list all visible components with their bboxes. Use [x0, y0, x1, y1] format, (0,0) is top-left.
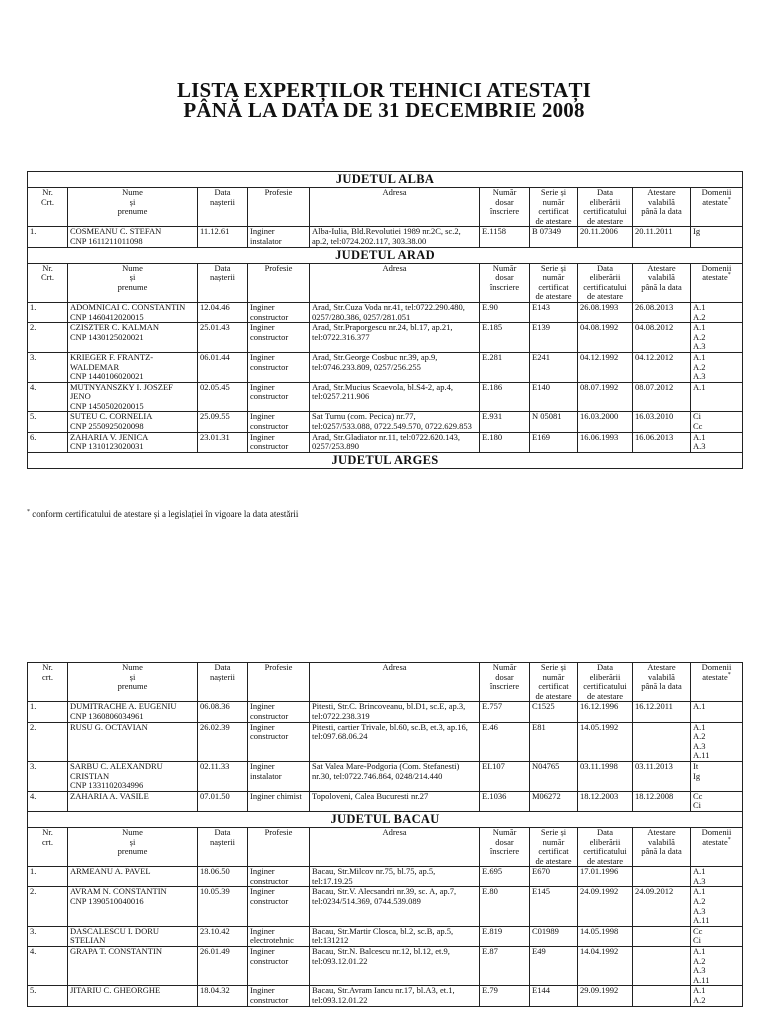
cell-nr-crt: 4.	[28, 382, 68, 412]
cell-profesie: Inginer constructor	[248, 352, 310, 382]
table-row	[28, 323, 743, 353]
cell-valabila-pana: 16.06.2013	[633, 432, 691, 452]
cell-domenii: A.1 A.2	[691, 302, 743, 322]
column-header-numar-dosar: Număr dosar înscriere	[480, 663, 530, 702]
cell-nume: SARBU C. ALEXANDRU CRISTIAN CNP 1331102034996	[68, 761, 198, 791]
column-header-profesie: Profesie	[248, 263, 310, 302]
cell-data-nasterii: 25.01.43	[198, 323, 248, 353]
cell-data-nasterii: 18.04.32	[198, 986, 248, 1006]
cell-nume: KRIEGER F. FRANTZ-WALDEMAR CNP 1440106020021	[68, 352, 198, 382]
cell-data-nasterii: 07.01.50	[198, 791, 248, 811]
cell-domenii: A.1 A.2	[691, 986, 743, 1006]
column-header-nr-crt: Nr. Crt.	[28, 263, 68, 302]
cell-data-nasterii: 10.05.39	[198, 887, 248, 926]
cell-numar-dosar: E.185	[480, 323, 530, 353]
experts-table-page1	[27, 171, 743, 469]
cell-domenii: A.1	[691, 702, 743, 722]
cell-adresa: Arad, Str.Mucius Scaevola, bl.S4-2, ap.4, tel:0257.211.906	[310, 382, 480, 412]
cell-nr-crt: 2.	[28, 887, 68, 926]
county-header-row	[28, 811, 743, 827]
column-header-data-nasterii: Data nașterii	[198, 188, 248, 227]
cell-serie-certificat: C01989	[530, 926, 578, 946]
cell-serie-certificat: C1525	[530, 702, 578, 722]
cell-serie-certificat: N 05081	[530, 412, 578, 432]
cell-nume: ARMEANU A. PAVEL	[68, 867, 198, 887]
cell-data-nasterii: 02.05.45	[198, 382, 248, 412]
column-header-row	[28, 188, 743, 227]
cell-profesie: Inginer constructor	[248, 412, 310, 432]
column-header-data-nasterii: Data nașterii	[198, 827, 248, 866]
column-header-serie-certificat: Serie și număr certificat de atestare	[530, 188, 578, 227]
cell-profesie: Inginer constructor	[248, 382, 310, 412]
cell-domenii: A.1 A.2 A.3 A.11	[691, 722, 743, 761]
table-row	[28, 986, 743, 1006]
cell-nr-crt: 6.	[28, 432, 68, 452]
cell-domenii: A.1 A.2 A.3	[691, 352, 743, 382]
cell-nume: CZISZTER C. KALMAN CNP 1430125020021	[68, 323, 198, 353]
county-name: JUDETUL ALBA	[28, 172, 743, 188]
cell-data-nasterii: 12.04.46	[198, 302, 248, 322]
cell-adresa: Pitesti, cartier Trivale, bl.60, sc.B, et.3, ap.16, tel:097.68.06.24	[310, 722, 480, 761]
column-header-row	[28, 827, 743, 866]
column-header-data-eliberarii: Data eliberării certificatului de atestare	[578, 188, 633, 227]
cell-serie-certificat: B 07349	[530, 227, 578, 247]
cell-nr-crt: 4.	[28, 947, 68, 986]
cell-data-nasterii: 23.10.42	[198, 926, 248, 946]
cell-nume: ADOMNICAI C. CONSTANTIN CNP 1460412020015	[68, 302, 198, 322]
cell-data-eliberarii: 26.08.1993	[578, 302, 633, 322]
column-header-row	[28, 263, 743, 302]
cell-profesie: Inginer electrotehnic	[248, 926, 310, 946]
cell-adresa: Arad, Str.George Cosbuc nr.39, ap.9, tel:0746.233.809, 0257/256.255	[310, 352, 480, 382]
column-header-serie-certificat: Serie și număr certificat de atestare	[530, 827, 578, 866]
cell-data-nasterii: 26.02.39	[198, 722, 248, 761]
experts-table-page2	[27, 662, 743, 1007]
column-header-numar-dosar: Număr dosar înscriere	[480, 263, 530, 302]
cell-data-nasterii: 26.01.49	[198, 947, 248, 986]
county-header-row	[28, 247, 743, 263]
cell-adresa: Sat Valea Mare-Podgoria (Com. Stefanesti) nr.30, tel:0722.746.864, 0248/214.440	[310, 761, 480, 791]
cell-nr-crt: 1.	[28, 702, 68, 722]
cell-numar-dosar: E.757	[480, 702, 530, 722]
column-header-nr-crt: Nr. crt.	[28, 663, 68, 702]
cell-valabila-pana: 16.03.2010	[633, 412, 691, 432]
cell-data-eliberarii: 16.06.1993	[578, 432, 633, 452]
cell-data-nasterii: 18.06.50	[198, 867, 248, 887]
cell-data-nasterii: 06.01.44	[198, 352, 248, 382]
cell-data-eliberarii: 14.04.1992	[578, 947, 633, 986]
table-row	[28, 926, 743, 946]
column-header-adresa: Adresa	[310, 188, 480, 227]
table-row	[28, 432, 743, 452]
column-header-data-nasterii: Data nașterii	[198, 263, 248, 302]
cell-data-eliberarii: 04.12.1992	[578, 352, 633, 382]
table-row	[28, 302, 743, 322]
cell-domenii: A.1 A.2 A.3 A.11	[691, 947, 743, 986]
cell-numar-dosar: E.281	[480, 352, 530, 382]
cell-data-eliberarii: 03.11.1998	[578, 761, 633, 791]
column-header-nume: Nume și prenume	[68, 663, 198, 702]
cell-serie-certificat: E241	[530, 352, 578, 382]
cell-data-nasterii: 02.11.33	[198, 761, 248, 791]
cell-nr-crt: 3.	[28, 761, 68, 791]
cell-domenii: A.1 A.2 A.3 A.11	[691, 887, 743, 926]
footnote-text: conform certificatului de atestare și a legislației în vigoare la data atestării	[32, 509, 299, 519]
column-header-domenii: Domenii atestate*	[691, 188, 743, 227]
column-header-profesie: Profesie	[248, 188, 310, 227]
cell-valabila-pana: 20.11.2011	[633, 227, 691, 247]
cell-data-eliberarii: 17.01.1996	[578, 867, 633, 887]
cell-nr-crt: 1.	[28, 227, 68, 247]
column-header-valabila-pana: Atestare valabilă până la data	[633, 263, 691, 302]
cell-serie-certificat: E670	[530, 867, 578, 887]
column-header-adresa: Adresa	[310, 663, 480, 702]
county-header-row	[28, 172, 743, 188]
column-header-nume: Nume și prenume	[68, 188, 198, 227]
cell-numar-dosar: E.46	[480, 722, 530, 761]
cell-valabila-pana	[633, 947, 691, 986]
cell-serie-certificat: E143	[530, 302, 578, 322]
column-header-domenii: Domenii atestate*	[691, 663, 743, 702]
cell-nume: GRAPA T. CONSTANTIN	[68, 947, 198, 986]
cell-nr-crt: 2.	[28, 722, 68, 761]
column-header-valabila-pana: Atestare valabilă până la data	[633, 827, 691, 866]
cell-data-eliberarii: 16.12.1996	[578, 702, 633, 722]
cell-nr-crt: 5.	[28, 986, 68, 1006]
cell-numar-dosar: E.695	[480, 867, 530, 887]
cell-valabila-pana	[633, 986, 691, 1006]
cell-serie-certificat: E169	[530, 432, 578, 452]
cell-adresa: Bacau, Str.V. Alecsandri nr.39, sc. A, ap.7, tel:0234/514.369, 0744.539.089	[310, 887, 480, 926]
column-header-nume: Nume și prenume	[68, 827, 198, 866]
table-row	[28, 227, 743, 247]
cell-numar-dosar: E.819	[480, 926, 530, 946]
table-row	[28, 867, 743, 887]
cell-valabila-pana: 04.12.2012	[633, 352, 691, 382]
cell-adresa: Sat Turnu (com. Pecica) nr.77, tel:0257/533.088, 0722.549.570, 0722.629.853	[310, 412, 480, 432]
column-header-data-eliberarii: Data eliberării certificatului de atestare	[578, 663, 633, 702]
cell-adresa: Pitesti, Str.C. Brincoveanu, bl.D1, sc.E, ap.3, tel:0722.238.319	[310, 702, 480, 722]
column-header-numar-dosar: Număr dosar înscriere	[480, 188, 530, 227]
cell-profesie: Inginer constructor	[248, 947, 310, 986]
cell-domenii: Ci Cc	[691, 412, 743, 432]
cell-domenii: Cc Ci	[691, 926, 743, 946]
cell-data-nasterii: 06.08.36	[198, 702, 248, 722]
cell-profesie: Inginer instalator	[248, 227, 310, 247]
column-header-adresa: Adresa	[310, 827, 480, 866]
cell-serie-certificat: E139	[530, 323, 578, 353]
cell-nume: COSMEANU C. STEFAN CNP 1611211011098	[68, 227, 198, 247]
table-row	[28, 702, 743, 722]
cell-profesie: Inginer constructor	[248, 302, 310, 322]
cell-profesie: Inginer constructor	[248, 702, 310, 722]
cell-domenii: A.1	[691, 382, 743, 412]
document-title-line1: LISTA EXPERȚILOR TEHNICI ATESTAȚI	[176, 78, 592, 102]
cell-data-eliberarii: 20.11.2006	[578, 227, 633, 247]
column-header-serie-certificat: Serie și număr certificat de atestare	[530, 663, 578, 702]
cell-serie-certificat: E49	[530, 947, 578, 986]
county-header-row	[28, 452, 743, 468]
table-row	[28, 382, 743, 412]
column-header-data-nasterii: Data nașterii	[198, 663, 248, 702]
cell-numar-dosar: E.186	[480, 382, 530, 412]
cell-data-nasterii: 11.12.61	[198, 227, 248, 247]
cell-valabila-pana	[633, 722, 691, 761]
cell-numar-dosar: E.1158	[480, 227, 530, 247]
cell-nume: SUTEU C. CORNELIA CNP 2550925020098	[68, 412, 198, 432]
cell-profesie: Inginer constructor	[248, 986, 310, 1006]
cell-nr-crt: 3.	[28, 352, 68, 382]
column-header-row	[28, 663, 743, 702]
cell-numar-dosar: E.180	[480, 432, 530, 452]
cell-serie-certificat: N04765	[530, 761, 578, 791]
cell-nume: ZAHARIA A. VASILE	[68, 791, 198, 811]
cell-valabila-pana: 03.11.2013	[633, 761, 691, 791]
table-row	[28, 791, 743, 811]
cell-data-eliberarii: 18.12.2003	[578, 791, 633, 811]
cell-valabila-pana: 18.12.2008	[633, 791, 691, 811]
cell-profesie: Inginer constructor	[248, 722, 310, 761]
cell-numar-dosar: EI.107	[480, 761, 530, 791]
cell-nume: DASCALESCU I. DORU STELIAN	[68, 926, 198, 946]
cell-profesie: Inginer constructor	[248, 323, 310, 353]
cell-domenii: Cc Ci	[691, 791, 743, 811]
cell-profesie: Inginer constructor	[248, 867, 310, 887]
cell-data-eliberarii: 24.09.1992	[578, 887, 633, 926]
cell-valabila-pana	[633, 867, 691, 887]
cell-adresa: Bacau, Str.N. Balcescu nr.12, bl.12, et.9, tel:093.12.01.22	[310, 947, 480, 986]
column-header-serie-certificat: Serie și număr certificat de atestare	[530, 263, 578, 302]
cell-nr-crt: 3.	[28, 926, 68, 946]
table-row	[28, 761, 743, 791]
cell-serie-certificat: E144	[530, 986, 578, 1006]
county-name: JUDETUL ARGES	[28, 452, 743, 468]
cell-nr-crt: 1.	[28, 867, 68, 887]
cell-numar-dosar: E.79	[480, 986, 530, 1006]
column-header-valabila-pana: Atestare valabilă până la data	[633, 663, 691, 702]
cell-nume: JITARIU C. GHEORGHE	[68, 986, 198, 1006]
column-header-nr-crt: Nr. Crt.	[28, 188, 68, 227]
column-header-numar-dosar: Număr dosar înscriere	[480, 827, 530, 866]
cell-data-eliberarii: 14.05.1998	[578, 926, 633, 946]
cell-data-eliberarii: 04.08.1992	[578, 323, 633, 353]
cell-numar-dosar: E.1036	[480, 791, 530, 811]
cell-profesie: Inginer instalator	[248, 761, 310, 791]
cell-adresa: Bacau, Str.Martir Closca, bl.2, sc.B, ap.5, tel:131212	[310, 926, 480, 946]
cell-numar-dosar: E.90	[480, 302, 530, 322]
cell-nr-crt: 2.	[28, 323, 68, 353]
cell-serie-certificat: E140	[530, 382, 578, 412]
cell-data-nasterii: 25.09.55	[198, 412, 248, 432]
cell-domenii: It Ig	[691, 761, 743, 791]
cell-adresa: Topoloveni, Calea Bucuresti nr.27	[310, 791, 480, 811]
cell-domenii: A.1 A.2 A.3	[691, 323, 743, 353]
cell-nume: DUMITRACHE A. EUGENIU CNP 1360806034961	[68, 702, 198, 722]
cell-adresa: Bacau, Str.Milcov nr.75, bl.75, ap.5, tel:17.19.25	[310, 867, 480, 887]
cell-numar-dosar: E.87	[480, 947, 530, 986]
table-row	[28, 412, 743, 432]
cell-adresa: Arad, Str.Gladiator nr.11, tel:0722.620.143, 0257/253.890	[310, 432, 480, 452]
cell-adresa: Alba-Iulia, Bld.Revolutiei 1989 nr.2C, sc.2, ap.2, tel:0724.202.117, 303.38.00	[310, 227, 480, 247]
cell-domenii: A.1 A.3	[691, 432, 743, 452]
cell-data-eliberarii: 14.05.1992	[578, 722, 633, 761]
cell-valabila-pana: 04.08.2012	[633, 323, 691, 353]
document-title-line2: PÂNĂ LA DATA DE 31 DECEMBRIE 2008	[183, 98, 585, 122]
column-header-domenii: Domenii atestate*	[691, 263, 743, 302]
column-header-data-eliberarii: Data eliberării certificatului de atestare	[578, 827, 633, 866]
cell-valabila-pana: 08.07.2012	[633, 382, 691, 412]
column-header-nr-crt: Nr. crt.	[28, 827, 68, 866]
cell-adresa: Arad, Str.Cuza Voda nr.41, tel:0722.290.480, 0257/280.386, 0257/281.051	[310, 302, 480, 322]
column-header-adresa: Adresa	[310, 263, 480, 302]
county-name: JUDETUL BACAU	[28, 811, 743, 827]
cell-data-nasterii: 23.01.31	[198, 432, 248, 452]
cell-nume: MUTNYANSZKY I. JOSZEF JENO CNP 1450502020015	[68, 382, 198, 412]
cell-data-eliberarii: 16.03.2000	[578, 412, 633, 432]
cell-profesie: Inginer chimist	[248, 791, 310, 811]
cell-adresa: Bacau, Str.Avram Iancu nr.17, bl.A3, et.1, tel:093.12.01.22	[310, 986, 480, 1006]
cell-nume: RUSU G. OCTAVIAN	[68, 722, 198, 761]
column-header-profesie: Profesie	[248, 827, 310, 866]
cell-serie-certificat: E81	[530, 722, 578, 761]
table-row	[28, 947, 743, 986]
footnote: * conform certificatului de atestare și a legislației în vigoare la data atestării	[27, 509, 299, 519]
cell-valabila-pana: 26.08.2013	[633, 302, 691, 322]
cell-serie-certificat: E145	[530, 887, 578, 926]
cell-data-eliberarii: 29.09.1992	[578, 986, 633, 1006]
cell-nr-crt: 4.	[28, 791, 68, 811]
county-name: JUDETUL ARAD	[28, 247, 743, 263]
cell-numar-dosar: E.80	[480, 887, 530, 926]
cell-nr-crt: 5.	[28, 412, 68, 432]
cell-profesie: Inginer constructor	[248, 887, 310, 926]
cell-valabila-pana	[633, 926, 691, 946]
cell-data-eliberarii: 08.07.1992	[578, 382, 633, 412]
table-row	[28, 722, 743, 761]
cell-serie-certificat: M06272	[530, 791, 578, 811]
cell-valabila-pana: 24.09.2012	[633, 887, 691, 926]
column-header-profesie: Profesie	[248, 663, 310, 702]
cell-nr-crt: 1.	[28, 302, 68, 322]
column-header-data-eliberarii: Data eliberării certificatului de atestare	[578, 263, 633, 302]
table-row	[28, 887, 743, 926]
cell-domenii: Ig	[691, 227, 743, 247]
cell-nume: ZAHARIA V. JENICA CNP 1310123020031	[68, 432, 198, 452]
column-header-valabila-pana: Atestare valabilă până la data	[633, 188, 691, 227]
cell-nume: AVRAM N. CONSTANTIN CNP 1390510040016	[68, 887, 198, 926]
cell-profesie: Inginer constructor	[248, 432, 310, 452]
cell-adresa: Arad, Str.Praporgescu nr.24, bl.17, ap.21, tel:0722.316.377	[310, 323, 480, 353]
cell-domenii: A.1 A.3	[691, 867, 743, 887]
table-row	[28, 352, 743, 382]
cell-numar-dosar: E.931	[480, 412, 530, 432]
column-header-nume: Nume și prenume	[68, 263, 198, 302]
cell-valabila-pana: 16.12.2011	[633, 702, 691, 722]
column-header-domenii: Domenii atestate*	[691, 827, 743, 866]
